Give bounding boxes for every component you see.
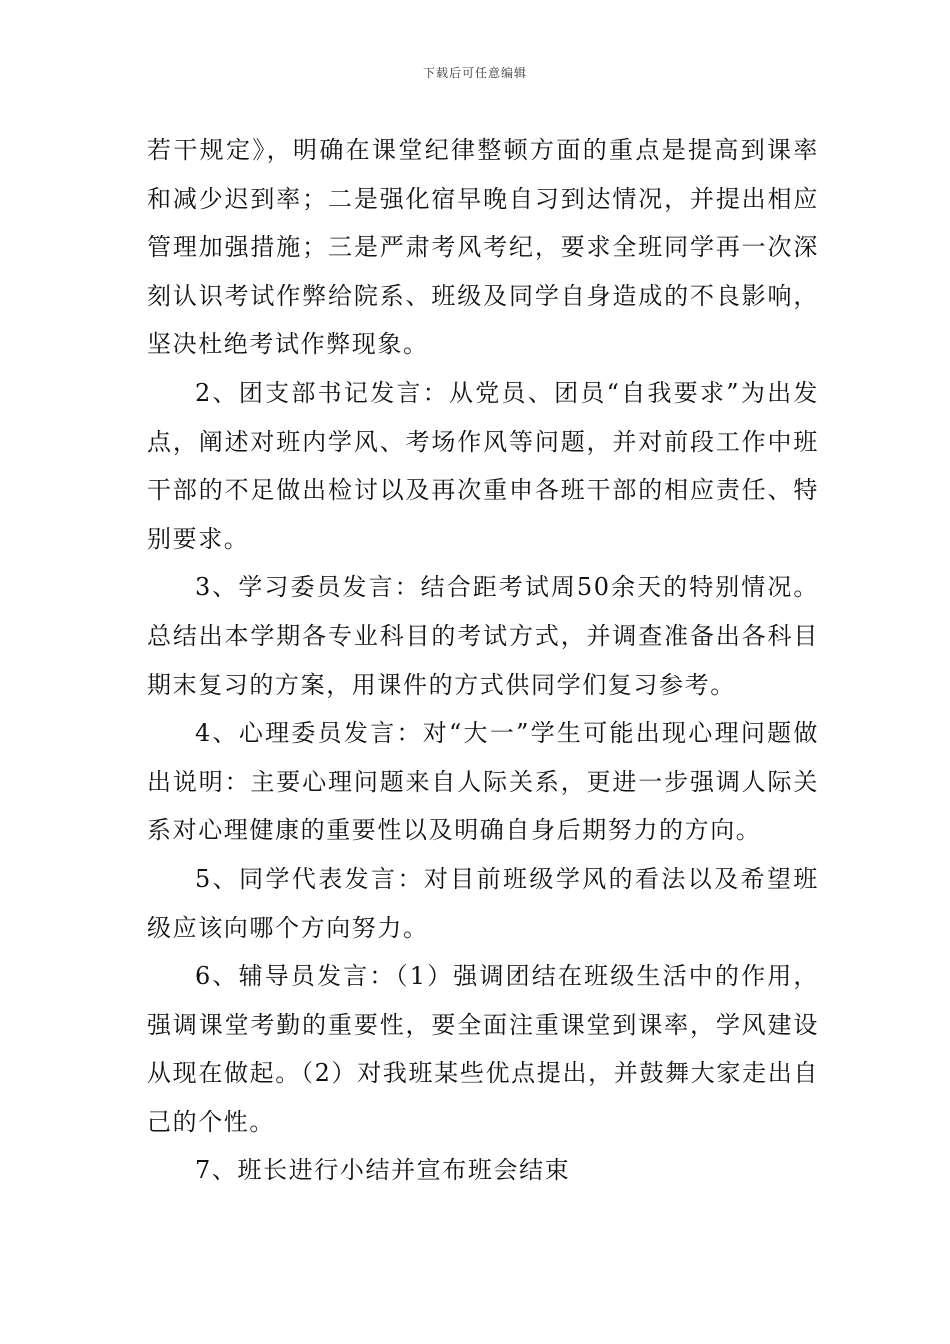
paragraph-item-2: 2、团支部书记发言：从党员、团员“自我要求”为出发点，阐述对班内学风、考场作风等问题，并对前段工作中班干部的不足做出检讨以及再次重申各班干部的相应责任、特别要求。 (147, 378, 819, 553)
paragraph-item-6: 6、辅导员发言：（1）强调团结在班级生活中的作用，强调课堂考勤的重要性，要全面注重课堂到课率，学风建设从现在做起。（2）对我班某些优点提出，并鼓舞大家走出自己的个性。 (147, 962, 819, 1136)
paragraph-item-7: 7、班长进行小结并宣布班会结束 (195, 1156, 571, 1185)
document-body (147, 126, 819, 1195)
paragraph-item-3: 3、学习委员发言：结合距考试周50余天的特别情况。总结出本学期各专业科目的考试方式，并调查准备出各科目期末复习的方案，用课件的方式供同学们复习参考。 (147, 573, 819, 699)
paragraph-continued: 若干规定》，明确在课堂纪律整顿方面的重点是提高到课率和减少迟到率；二是强化宿早晚自习到达情况，并提出相应管理加强措施；三是严肃考风考纪，要求全班同学再一次深刻认识考试作弊给院系、班级及同学自身造成的不良影响，坚决杜绝考试作弊现象。 (147, 136, 819, 359)
paragraph-item-4: 4、心理委员发言：对“大一”学生可能出现心理问题做出说明：主要心理问题来自人际关系，更进一步强调人际关系对心理健康的重要性以及明确自身后期努力的方向。 (147, 719, 819, 845)
paragraph-item-5: 5、同学代表发言：对目前班级学风的看法以及希望班级应该向哪个方向努力。 (147, 864, 819, 942)
page-header: 下载后可任意编辑 (422, 66, 527, 80)
